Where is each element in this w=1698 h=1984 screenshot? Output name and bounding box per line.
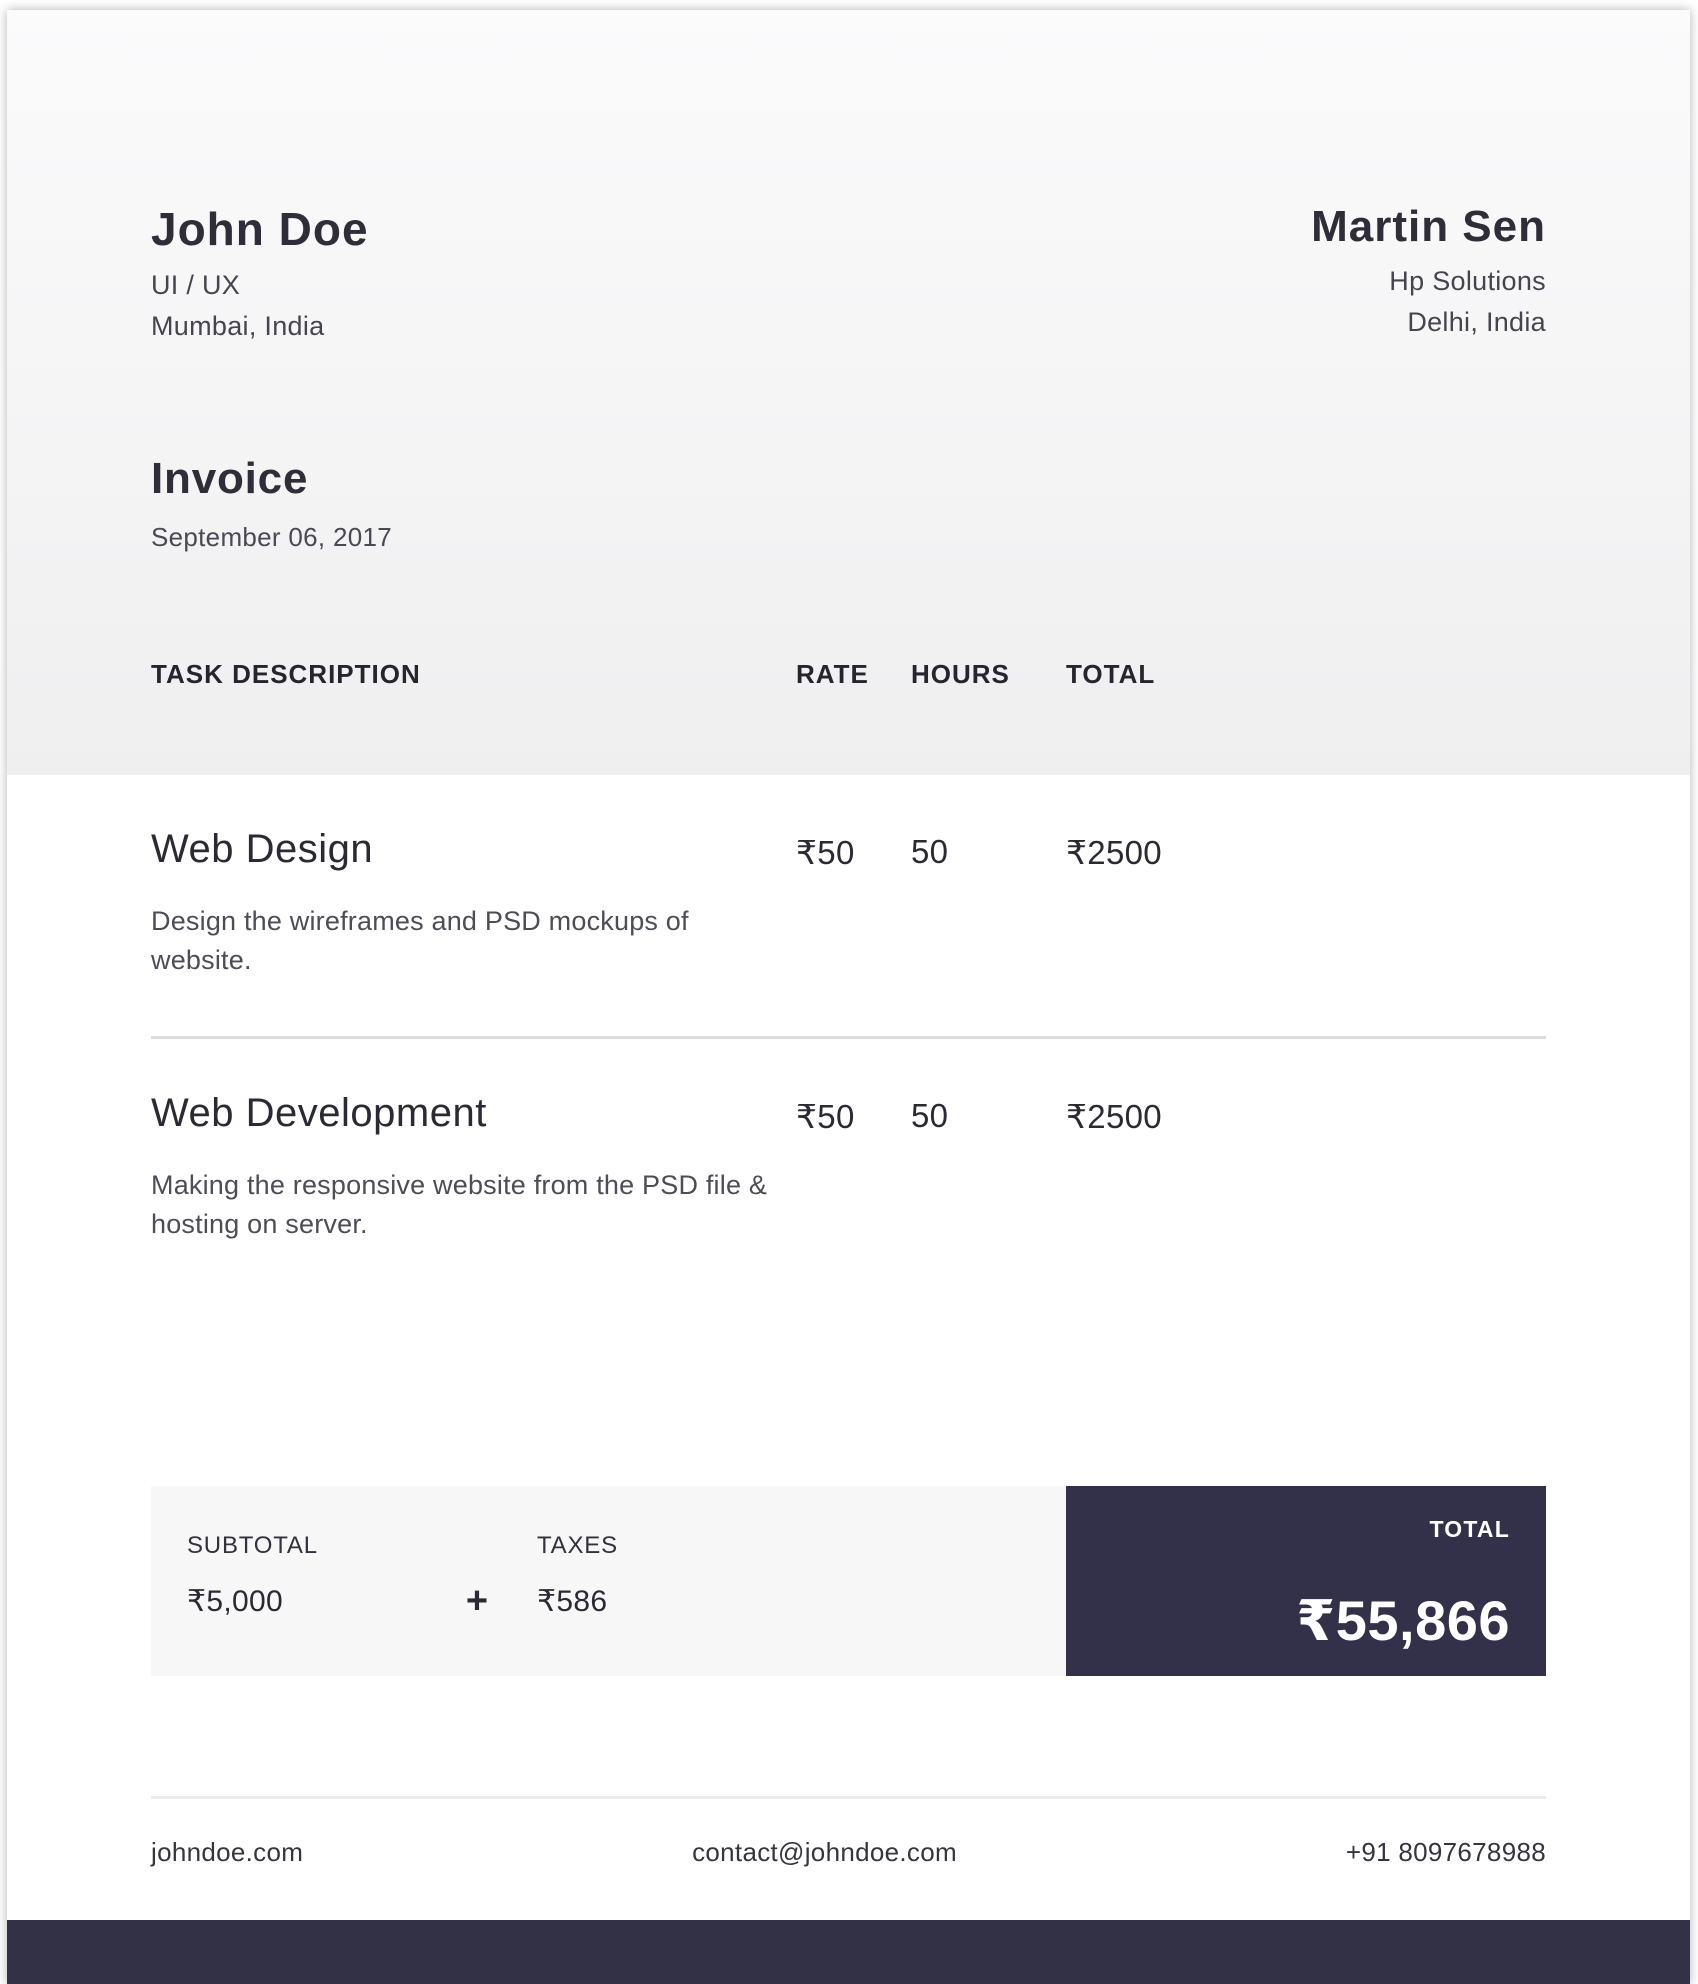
client-name: Martin Sen xyxy=(1311,202,1546,251)
taxes-group xyxy=(537,1532,618,1676)
client-info xyxy=(1311,202,1546,342)
plus-sign: + xyxy=(465,1579,489,1622)
subtotal-box xyxy=(151,1486,1066,1676)
invoice-line-items xyxy=(7,775,1690,1301)
taxes-value: ₹586 xyxy=(537,1584,608,1618)
invoice-title: Invoice xyxy=(151,454,309,503)
task-cell xyxy=(151,827,796,980)
task-rate: ₹50 xyxy=(796,834,855,871)
task-hours: 50 xyxy=(911,833,949,870)
task-title: Web Design xyxy=(151,827,374,871)
seller-location: Mumbai, India xyxy=(151,311,325,341)
task-cell xyxy=(151,1091,796,1244)
subtotal-group xyxy=(187,1532,437,1676)
task-rate: ₹50 xyxy=(796,1098,855,1136)
seller-name: John Doe xyxy=(151,203,369,255)
bottom-accent-bar xyxy=(7,1920,1690,1984)
column-header-total: TOTAL xyxy=(1066,659,1156,689)
footer-phone: +91 8097678988 xyxy=(1345,1836,1546,1867)
seller-role: UI / UX xyxy=(151,270,241,300)
task-hours: 50 xyxy=(911,1097,949,1135)
client-company: Hp Solutions xyxy=(1389,266,1546,296)
task-description: Making the responsive website from the PSD file & hosting on server. xyxy=(151,1170,768,1240)
column-header-description: TASK DESCRIPTION xyxy=(151,659,421,689)
task-description: Design the wireframes and PSD mockups of website. xyxy=(151,906,689,976)
client-location: Delhi, India xyxy=(1407,307,1546,337)
column-header-rate: RATE xyxy=(796,659,869,689)
table-row xyxy=(151,1039,1546,1300)
table-row xyxy=(151,775,1546,1039)
subtotal-value: ₹5,000 xyxy=(187,1584,283,1618)
invoice-page xyxy=(7,10,1690,1984)
column-header-hours: HOURS xyxy=(911,659,1010,689)
footer-website: johndoe.com xyxy=(151,1836,304,1867)
grand-total-value: ₹55,866 xyxy=(1296,1588,1510,1652)
contact-footer xyxy=(151,1796,1546,1868)
invoice-header-section xyxy=(7,10,1690,775)
summary-section xyxy=(151,1486,1546,1676)
task-title: Web Development xyxy=(151,1091,487,1136)
taxes-label: TAXES xyxy=(537,1531,618,1559)
subtotal-label: SUBTOTAL xyxy=(187,1531,318,1559)
invoice-title-block xyxy=(151,454,1546,553)
invoice-date: September 06, 2017 xyxy=(151,522,393,552)
parties-row xyxy=(151,10,1546,342)
task-total: ₹2500 xyxy=(1066,1098,1162,1136)
task-total: ₹2500 xyxy=(1066,834,1162,871)
grand-total-box xyxy=(1066,1486,1546,1676)
footer-email: contact@johndoe.com xyxy=(692,1836,957,1867)
seller-info xyxy=(151,202,369,342)
grand-total-label: TOTAL xyxy=(1429,1515,1510,1542)
table-header-row xyxy=(151,659,1546,690)
